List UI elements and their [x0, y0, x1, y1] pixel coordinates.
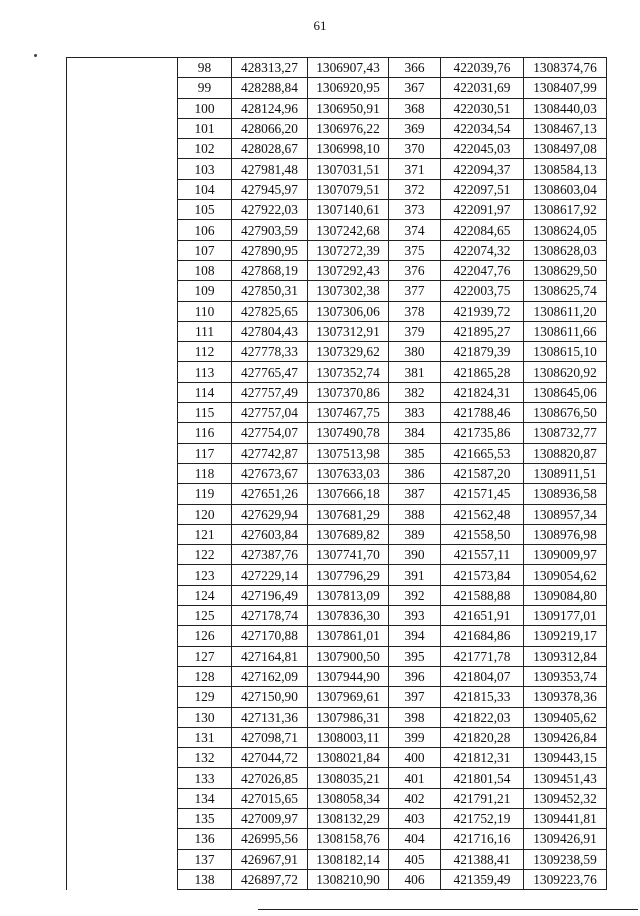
y-coordinate-cell: 1307689,82: [308, 524, 389, 544]
x-coordinate-cell: 422084,65: [441, 220, 524, 240]
y-coordinate-cell: 1307986,31: [308, 707, 389, 727]
y-coordinate-cell: 1309084,80: [524, 585, 607, 605]
point-number-cell: 107: [178, 240, 232, 260]
point-number-cell: 125: [178, 606, 232, 626]
x-coordinate-cell: 422097,51: [441, 179, 524, 199]
x-coordinate-cell: 422045,03: [441, 139, 524, 159]
point-number-cell: 109: [178, 281, 232, 301]
x-coordinate-cell: 427651,26: [232, 484, 308, 504]
x-coordinate-cell: 427196,49: [232, 585, 308, 605]
x-coordinate-cell: 427150,90: [232, 687, 308, 707]
y-coordinate-cell: 1308615,10: [524, 342, 607, 362]
y-coordinate-cell: 1309177,01: [524, 606, 607, 626]
point-number-cell: 400: [389, 748, 441, 768]
point-number-cell: 398: [389, 707, 441, 727]
point-number-cell: 106: [178, 220, 232, 240]
point-number-cell: 390: [389, 545, 441, 565]
point-number-cell: 404: [389, 829, 441, 849]
point-number-cell: 99: [178, 78, 232, 98]
x-coordinate-cell: 421558,50: [441, 524, 524, 544]
x-coordinate-cell: 421824,31: [441, 382, 524, 402]
x-coordinate-cell: 427629,94: [232, 504, 308, 524]
x-coordinate-cell: 421588,88: [441, 585, 524, 605]
point-number-cell: 403: [389, 808, 441, 828]
x-coordinate-cell: 421684,86: [441, 626, 524, 646]
point-number-cell: 137: [178, 849, 232, 869]
x-coordinate-cell: 427387,76: [232, 545, 308, 565]
x-coordinate-cell: 428313,27: [232, 58, 308, 78]
x-coordinate-cell: 421562,48: [441, 504, 524, 524]
x-coordinate-cell: 422039,76: [441, 58, 524, 78]
x-coordinate-cell: 421812,31: [441, 748, 524, 768]
x-coordinate-cell: 421665,53: [441, 443, 524, 463]
point-number-cell: 405: [389, 849, 441, 869]
x-coordinate-cell: 426897,72: [232, 869, 308, 889]
y-coordinate-cell: 1309219,17: [524, 626, 607, 646]
y-coordinate-cell: 1308374,76: [524, 58, 607, 78]
point-number-cell: 367: [389, 78, 441, 98]
point-number-cell: 108: [178, 260, 232, 280]
point-number-cell: 105: [178, 200, 232, 220]
y-coordinate-cell: 1308467,13: [524, 118, 607, 138]
x-coordinate-cell: 427945,97: [232, 179, 308, 199]
y-coordinate-cell: 1308407,99: [524, 78, 607, 98]
x-coordinate-cell: 426995,56: [232, 829, 308, 849]
point-number-cell: 381: [389, 362, 441, 382]
point-number-cell: 373: [389, 200, 441, 220]
point-number-cell: 124: [178, 585, 232, 605]
y-coordinate-cell: 1309223,76: [524, 869, 607, 889]
point-number-cell: 132: [178, 748, 232, 768]
x-coordinate-cell: 421388,41: [441, 849, 524, 869]
y-coordinate-cell: 1306950,91: [308, 98, 389, 118]
x-coordinate-cell: 421895,27: [441, 321, 524, 341]
point-number-cell: 375: [389, 240, 441, 260]
point-number-cell: 135: [178, 808, 232, 828]
x-coordinate-cell: 427804,43: [232, 321, 308, 341]
y-coordinate-cell: 1307633,03: [308, 463, 389, 483]
point-number-cell: 394: [389, 626, 441, 646]
y-coordinate-cell: 1308158,76: [308, 829, 389, 849]
y-coordinate-cell: 1306976,22: [308, 118, 389, 138]
point-number-cell: 126: [178, 626, 232, 646]
x-coordinate-cell: 427164,81: [232, 646, 308, 666]
y-coordinate-cell: 1307813,09: [308, 585, 389, 605]
y-coordinate-cell: 1307681,29: [308, 504, 389, 524]
y-coordinate-cell: 1309009,97: [524, 545, 607, 565]
point-number-cell: 396: [389, 666, 441, 686]
x-coordinate-cell: 422031,69: [441, 78, 524, 98]
x-coordinate-cell: 427981,48: [232, 159, 308, 179]
point-number-cell: 112: [178, 342, 232, 362]
y-coordinate-cell: 1307666,18: [308, 484, 389, 504]
point-number-cell: 386: [389, 463, 441, 483]
y-coordinate-cell: 1309054,62: [524, 565, 607, 585]
y-coordinate-cell: 1307513,98: [308, 443, 389, 463]
y-coordinate-cell: 1308936,58: [524, 484, 607, 504]
point-number-cell: 402: [389, 788, 441, 808]
x-coordinate-cell: 421788,46: [441, 403, 524, 423]
point-number-cell: 388: [389, 504, 441, 524]
y-coordinate-cell: 1308603,04: [524, 179, 607, 199]
y-coordinate-cell: 1307272,39: [308, 240, 389, 260]
y-coordinate-cell: 1308676,50: [524, 403, 607, 423]
scan-speck: [34, 54, 37, 57]
point-number-cell: 393: [389, 606, 441, 626]
y-coordinate-cell: 1309426,91: [524, 829, 607, 849]
x-coordinate-cell: 421716,16: [441, 829, 524, 849]
x-coordinate-cell: 428288,84: [232, 78, 308, 98]
point-number-cell: 138: [178, 869, 232, 889]
table-bottom-rule: [258, 909, 638, 910]
point-number-cell: 114: [178, 382, 232, 402]
y-coordinate-cell: 1308628,03: [524, 240, 607, 260]
y-coordinate-cell: 1308035,21: [308, 768, 389, 788]
x-coordinate-cell: 421820,28: [441, 727, 524, 747]
y-coordinate-cell: 1306998,10: [308, 139, 389, 159]
y-coordinate-cell: 1307242,68: [308, 220, 389, 240]
point-number-cell: 120: [178, 504, 232, 524]
point-number-cell: 383: [389, 403, 441, 423]
table-body: [67, 58, 607, 890]
point-number-cell: 98: [178, 58, 232, 78]
point-number-cell: 380: [389, 342, 441, 362]
page-number: 61: [313, 18, 327, 33]
y-coordinate-cell: 1307079,51: [308, 179, 389, 199]
y-coordinate-cell: 1307796,29: [308, 565, 389, 585]
y-coordinate-cell: 1308497,08: [524, 139, 607, 159]
point-number-cell: 104: [178, 179, 232, 199]
point-number-cell: 101: [178, 118, 232, 138]
x-coordinate-cell: 421822,03: [441, 707, 524, 727]
x-coordinate-cell: 427742,87: [232, 443, 308, 463]
x-coordinate-cell: 427890,95: [232, 240, 308, 260]
point-number-cell: 368: [389, 98, 441, 118]
x-coordinate-cell: 427009,97: [232, 808, 308, 828]
point-number-cell: 136: [178, 829, 232, 849]
y-coordinate-cell: 1308957,34: [524, 504, 607, 524]
point-number-cell: 110: [178, 301, 232, 321]
y-coordinate-cell: 1308732,77: [524, 423, 607, 443]
x-coordinate-cell: 427162,09: [232, 666, 308, 686]
x-coordinate-cell: 427015,65: [232, 788, 308, 808]
x-coordinate-cell: 427178,74: [232, 606, 308, 626]
point-number-cell: 116: [178, 423, 232, 443]
point-number-cell: 369: [389, 118, 441, 138]
point-number-cell: 134: [178, 788, 232, 808]
point-number-cell: 384: [389, 423, 441, 443]
x-coordinate-cell: 427603,84: [232, 524, 308, 544]
y-coordinate-cell: 1309426,84: [524, 727, 607, 747]
x-coordinate-cell: 421571,45: [441, 484, 524, 504]
y-coordinate-cell: 1308617,92: [524, 200, 607, 220]
x-coordinate-cell: 427673,67: [232, 463, 308, 483]
y-coordinate-cell: 1307292,43: [308, 260, 389, 280]
point-number-cell: 366: [389, 58, 441, 78]
x-coordinate-cell: 421791,21: [441, 788, 524, 808]
x-coordinate-cell: 421801,54: [441, 768, 524, 788]
y-coordinate-cell: 1308625,74: [524, 281, 607, 301]
x-coordinate-cell: 427778,33: [232, 342, 308, 362]
y-coordinate-cell: 1307900,50: [308, 646, 389, 666]
x-coordinate-cell: 428028,67: [232, 139, 308, 159]
y-coordinate-cell: 1308611,20: [524, 301, 607, 321]
x-coordinate-cell: 427754,07: [232, 423, 308, 443]
x-coordinate-cell: 422030,51: [441, 98, 524, 118]
x-coordinate-cell: 421587,20: [441, 463, 524, 483]
point-number-cell: 123: [178, 565, 232, 585]
point-number-cell: 401: [389, 768, 441, 788]
y-coordinate-cell: 1309353,74: [524, 666, 607, 686]
y-coordinate-cell: 1306907,43: [308, 58, 389, 78]
point-number-cell: 121: [178, 524, 232, 544]
y-coordinate-cell: 1307969,61: [308, 687, 389, 707]
point-number-cell: 377: [389, 281, 441, 301]
point-number-cell: 117: [178, 443, 232, 463]
x-coordinate-cell: 421651,91: [441, 606, 524, 626]
y-coordinate-cell: 1307329,62: [308, 342, 389, 362]
y-coordinate-cell: 1308820,87: [524, 443, 607, 463]
y-coordinate-cell: 1307140,61: [308, 200, 389, 220]
y-coordinate-cell: 1307741,70: [308, 545, 389, 565]
x-coordinate-cell: 426967,91: [232, 849, 308, 869]
x-coordinate-cell: 422074,32: [441, 240, 524, 260]
point-number-cell: 122: [178, 545, 232, 565]
point-number-cell: 387: [389, 484, 441, 504]
y-coordinate-cell: 1308021,84: [308, 748, 389, 768]
y-coordinate-cell: 1308624,05: [524, 220, 607, 240]
x-coordinate-cell: 421939,72: [441, 301, 524, 321]
point-number-cell: 385: [389, 443, 441, 463]
x-coordinate-cell: 421557,11: [441, 545, 524, 565]
y-coordinate-cell: 1307836,30: [308, 606, 389, 626]
y-coordinate-cell: 1308611,66: [524, 321, 607, 341]
y-coordinate-cell: 1307302,38: [308, 281, 389, 301]
y-coordinate-cell: 1307490,78: [308, 423, 389, 443]
y-coordinate-cell: 1308629,50: [524, 260, 607, 280]
point-number-cell: 100: [178, 98, 232, 118]
x-coordinate-cell: 428124,96: [232, 98, 308, 118]
y-coordinate-cell: 1309378,36: [524, 687, 607, 707]
point-number-cell: 379: [389, 321, 441, 341]
x-coordinate-cell: 422094,37: [441, 159, 524, 179]
point-number-cell: 127: [178, 646, 232, 666]
point-number-cell: 370: [389, 139, 441, 159]
y-coordinate-cell: 1309405,62: [524, 707, 607, 727]
point-number-cell: 129: [178, 687, 232, 707]
point-number-cell: 378: [389, 301, 441, 321]
x-coordinate-cell: 427757,04: [232, 403, 308, 423]
x-coordinate-cell: 421879,39: [441, 342, 524, 362]
x-coordinate-cell: 422034,54: [441, 118, 524, 138]
x-coordinate-cell: 427868,19: [232, 260, 308, 280]
x-coordinate-cell: 427229,14: [232, 565, 308, 585]
y-coordinate-cell: 1308210,90: [308, 869, 389, 889]
point-number-cell: 111: [178, 321, 232, 341]
y-coordinate-cell: 1307312,91: [308, 321, 389, 341]
y-coordinate-cell: 1309312,84: [524, 646, 607, 666]
y-coordinate-cell: 1307352,74: [308, 362, 389, 382]
x-coordinate-cell: 421573,84: [441, 565, 524, 585]
point-number-cell: 113: [178, 362, 232, 382]
point-number-cell: 397: [389, 687, 441, 707]
y-coordinate-cell: 1309451,43: [524, 768, 607, 788]
point-number-cell: 128: [178, 666, 232, 686]
point-number-cell: 376: [389, 260, 441, 280]
y-coordinate-cell: 1308645,06: [524, 382, 607, 402]
y-coordinate-cell: 1306920,95: [308, 78, 389, 98]
point-number-cell: 119: [178, 484, 232, 504]
y-coordinate-cell: 1308132,29: [308, 808, 389, 828]
point-number-cell: 374: [389, 220, 441, 240]
x-coordinate-cell: 422003,75: [441, 281, 524, 301]
x-coordinate-cell: 421865,28: [441, 362, 524, 382]
y-coordinate-cell: 1307861,01: [308, 626, 389, 646]
y-coordinate-cell: 1309441,81: [524, 808, 607, 828]
coordinates-table: [66, 57, 607, 890]
point-number-cell: 372: [389, 179, 441, 199]
y-coordinate-cell: 1308182,14: [308, 849, 389, 869]
point-number-cell: 103: [178, 159, 232, 179]
point-number-cell: 118: [178, 463, 232, 483]
y-coordinate-cell: 1308976,98: [524, 524, 607, 544]
x-coordinate-cell: 422047,76: [441, 260, 524, 280]
y-coordinate-cell: 1308058,34: [308, 788, 389, 808]
point-number-cell: 392: [389, 585, 441, 605]
y-coordinate-cell: 1307467,75: [308, 403, 389, 423]
point-number-cell: 382: [389, 382, 441, 402]
point-number-cell: 395: [389, 646, 441, 666]
x-coordinate-cell: 421815,33: [441, 687, 524, 707]
y-coordinate-cell: 1309238,59: [524, 849, 607, 869]
y-coordinate-cell: 1307031,51: [308, 159, 389, 179]
y-coordinate-cell: 1308584,13: [524, 159, 607, 179]
x-coordinate-cell: 427903,59: [232, 220, 308, 240]
point-number-cell: 131: [178, 727, 232, 747]
point-number-cell: 371: [389, 159, 441, 179]
point-number-cell: 130: [178, 707, 232, 727]
y-coordinate-cell: 1307944,90: [308, 666, 389, 686]
x-coordinate-cell: 427098,71: [232, 727, 308, 747]
x-coordinate-cell: 427850,31: [232, 281, 308, 301]
x-coordinate-cell: 427765,47: [232, 362, 308, 382]
x-coordinate-cell: 427044,72: [232, 748, 308, 768]
y-coordinate-cell: 1308620,92: [524, 362, 607, 382]
point-number-cell: 102: [178, 139, 232, 159]
y-coordinate-cell: 1308440,03: [524, 98, 607, 118]
point-number-cell: 389: [389, 524, 441, 544]
x-coordinate-cell: 427131,36: [232, 707, 308, 727]
x-coordinate-cell: 422091,97: [441, 200, 524, 220]
point-number-cell: 115: [178, 403, 232, 423]
point-number-cell: 399: [389, 727, 441, 747]
x-coordinate-cell: 421804,07: [441, 666, 524, 686]
y-coordinate-cell: 1309452,32: [524, 788, 607, 808]
table-row: [67, 58, 607, 78]
x-coordinate-cell: 421771,78: [441, 646, 524, 666]
point-number-cell: 391: [389, 565, 441, 585]
x-coordinate-cell: 427825,65: [232, 301, 308, 321]
y-coordinate-cell: 1307370,86: [308, 382, 389, 402]
x-coordinate-cell: 427922,03: [232, 200, 308, 220]
x-coordinate-cell: 421752,19: [441, 808, 524, 828]
x-coordinate-cell: 427170,88: [232, 626, 308, 646]
x-coordinate-cell: 421735,86: [441, 423, 524, 443]
y-coordinate-cell: 1308003,11: [308, 727, 389, 747]
y-coordinate-cell: 1308911,51: [524, 463, 607, 483]
x-coordinate-cell: 428066,20: [232, 118, 308, 138]
y-coordinate-cell: 1309443,15: [524, 748, 607, 768]
x-coordinate-cell: 421359,49: [441, 869, 524, 889]
empty-left-column: [67, 58, 178, 890]
x-coordinate-cell: 427026,85: [232, 768, 308, 788]
y-coordinate-cell: 1307306,06: [308, 301, 389, 321]
point-number-cell: 406: [389, 869, 441, 889]
x-coordinate-cell: 427757,49: [232, 382, 308, 402]
point-number-cell: 133: [178, 768, 232, 788]
